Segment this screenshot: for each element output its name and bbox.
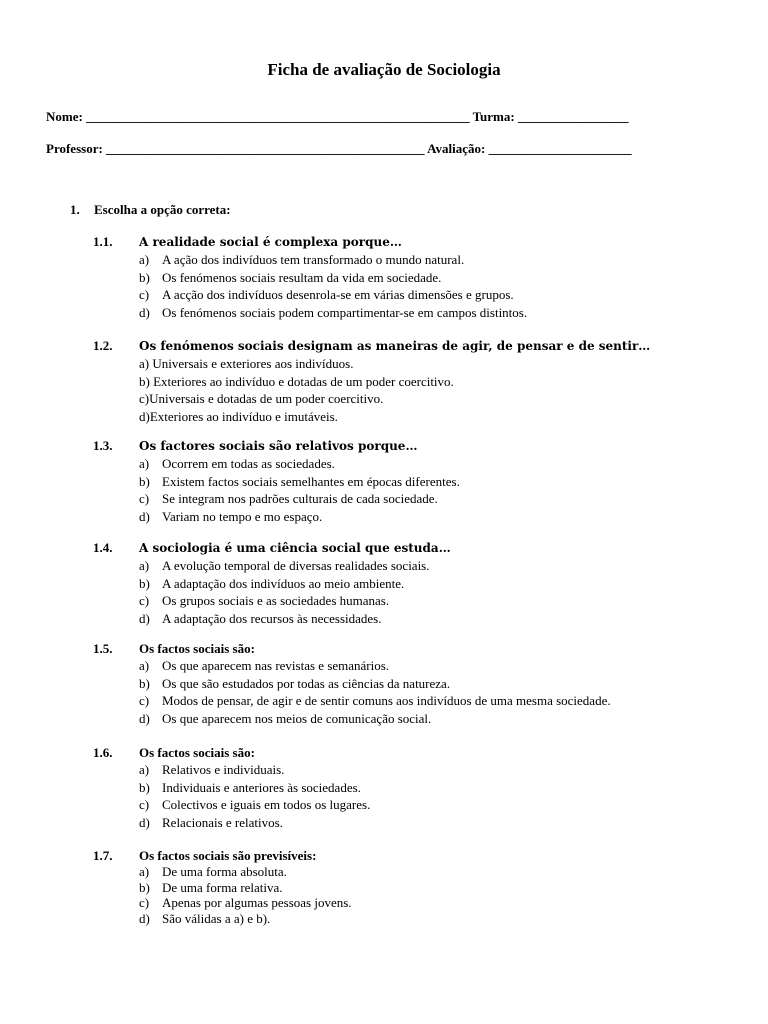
option-item[interactable] (93, 675, 733, 693)
option-letter: a) (139, 456, 150, 471)
option-letter: c) (139, 693, 150, 708)
question-number: 1.7. (93, 848, 113, 863)
question-text: Os factores sociais são relativos porque… (139, 439, 418, 453)
question-text: A sociologia é uma ciência social que estuda… (139, 541, 451, 555)
question-1-7 (93, 847, 733, 926)
option-item[interactable] (93, 657, 733, 675)
option-letter: a) (139, 252, 150, 267)
question-heading (93, 337, 733, 355)
option-letter: c) (139, 895, 150, 910)
option-letter: c) (139, 797, 150, 812)
option-list (93, 761, 733, 831)
option-item[interactable] (93, 575, 733, 593)
option-letter: b) (139, 473, 150, 489)
option-item[interactable] (93, 304, 733, 322)
option-letter: c) (139, 593, 150, 608)
option-text: Os fenómenos sociais resultam da vida em sociedade. (162, 269, 442, 285)
option-item[interactable]: c)Universais e dotadas de um poder coercitivo. (139, 391, 384, 406)
option-list (93, 864, 733, 926)
option-text: A ação dos indivíduos tem transformado o mundo natural. (162, 252, 465, 267)
option-list (93, 557, 733, 627)
question-1-5 (93, 640, 733, 727)
option-letter: d) (139, 508, 150, 524)
option-item[interactable]: b) Exteriores ao indivíduo e dotadas de um poder coercitivo. (139, 373, 454, 389)
option-list (93, 657, 733, 727)
question-1-3 (93, 437, 733, 525)
option-item[interactable] (93, 251, 733, 269)
option-text: Colectivos e iguais em todos os lugares. (162, 797, 371, 812)
option-letter: a) (139, 762, 150, 777)
option-text: De uma forma absoluta. (162, 864, 287, 879)
option-item[interactable] (93, 710, 733, 728)
option-text: Relacionais e relativos. (162, 814, 283, 830)
exercise-label: Escolha a opção correta: (94, 202, 231, 217)
option-item[interactable] (93, 692, 733, 710)
option-text: Ocorrem em todas as sociedades. (162, 456, 335, 471)
option-item[interactable]: a) Universais e exteriores aos indivíduos. (139, 356, 354, 371)
question-heading (93, 744, 733, 761)
option-letter: d) (139, 814, 150, 830)
option-text: Apenas por algumas pessoas jovens. (162, 895, 352, 910)
question-number: 1.2. (93, 338, 113, 353)
question-text: A realidade social é complexa porque… (139, 235, 402, 249)
option-text: A adaptação dos indivíduos ao meio ambiente. (162, 575, 405, 591)
teacher-evaluation-field-line[interactable]: Professor: _________________________________________________ Avaliação: ______________________ (46, 141, 632, 156)
question-number: 1.4. (93, 540, 113, 555)
option-item[interactable] (93, 269, 733, 287)
question-text: Os fenómenos sociais designam as maneiras de agir, de pensar e de sentir… (139, 339, 651, 353)
question-number: 1.5. (93, 641, 113, 656)
option-letter: a) (139, 658, 150, 673)
option-text: De uma forma relativa. (162, 879, 283, 895)
option-text: Individuais e anteriores às sociedades. (162, 779, 361, 795)
question-text: Os factos sociais são: (139, 641, 255, 656)
question-1-2 (93, 337, 733, 425)
question-text: Os factos sociais são: (139, 745, 255, 760)
option-text: Os que são estudados por todas as ciências da natureza. (162, 675, 451, 691)
option-letter: a) (139, 558, 150, 573)
option-text: Variam no tempo e mo espaço. (162, 508, 323, 524)
option-text: A acção dos indivíduos desenrola-se em várias dimensões e grupos. (162, 287, 514, 302)
option-letter: a) (139, 864, 150, 879)
option-text: Os grupos sociais e as sociedades humanas. (162, 593, 390, 608)
option-letter: b) (139, 879, 150, 895)
option-letter: d) (139, 910, 150, 926)
exercise-number: 1. (70, 202, 80, 217)
question-1-1 (93, 233, 733, 321)
question-heading (93, 847, 733, 864)
option-text: Relativos e individuais. (162, 762, 285, 777)
option-item[interactable] (93, 779, 733, 797)
option-list (93, 355, 733, 425)
option-item[interactable] (93, 473, 733, 491)
option-letter: d) (139, 304, 150, 320)
page-title: Ficha de avaliação de Sociologia (267, 60, 501, 79)
option-item[interactable] (93, 814, 733, 832)
option-list (93, 455, 733, 525)
option-text: São válidas a a) e b). (162, 910, 271, 926)
question-heading (93, 640, 733, 657)
option-letter: b) (139, 675, 150, 691)
question-heading (93, 539, 733, 557)
option-item[interactable] (93, 864, 733, 880)
option-text: A evolução temporal de diversas realidades sociais. (162, 558, 430, 573)
option-item[interactable] (93, 455, 733, 473)
option-text: Modos de pensar, de agir e de sentir comuns aos indivíduos de uma mesma sociedade. (162, 693, 611, 708)
option-text: Os que aparecem nas revistas e semanários. (162, 658, 390, 673)
option-letter: b) (139, 779, 150, 795)
question-1-6 (93, 744, 733, 831)
question-number: 1.3. (93, 438, 113, 453)
option-letter: b) (139, 575, 150, 591)
option-letter: d) (139, 710, 150, 726)
option-text: Os fenómenos sociais podem compartimentar-se em campos distintos. (162, 304, 528, 320)
option-item[interactable] (93, 592, 733, 610)
option-item[interactable] (93, 286, 733, 304)
option-item[interactable]: d)Exteriores ao indivíduo e imutáveis. (139, 408, 338, 424)
option-item[interactable] (93, 796, 733, 814)
option-letter: b) (139, 269, 150, 285)
option-item[interactable] (93, 911, 733, 927)
option-item[interactable] (93, 610, 733, 628)
option-text: Se integram nos padrões culturais de cada sociedade. (162, 491, 438, 506)
option-item[interactable] (93, 880, 733, 896)
question-text: Os factos sociais são previsíveis: (139, 848, 317, 863)
exercise-heading (70, 202, 231, 218)
option-letter: c) (139, 491, 150, 506)
option-list (93, 251, 733, 321)
option-item[interactable] (93, 508, 733, 526)
name-class-field-line[interactable]: Nome: ___________________________________________________________ Turma: _________________ (46, 109, 629, 124)
option-item[interactable] (93, 557, 733, 575)
option-text: Os que aparecem nos meios de comunicação social. (162, 710, 432, 726)
question-heading (93, 233, 733, 251)
question-number: 1.6. (93, 745, 113, 760)
option-letter: c) (139, 287, 150, 302)
option-item[interactable] (93, 761, 733, 779)
option-text: Existem factos sociais semelhantes em épocas diferentes. (162, 473, 460, 489)
option-text: A adaptação dos recursos às necessidades. (162, 610, 382, 626)
question-number: 1.1. (93, 234, 113, 249)
option-item[interactable] (93, 895, 733, 911)
option-item[interactable] (93, 490, 733, 508)
question-1-4 (93, 539, 733, 627)
question-heading (93, 437, 733, 455)
option-letter: d) (139, 610, 150, 626)
